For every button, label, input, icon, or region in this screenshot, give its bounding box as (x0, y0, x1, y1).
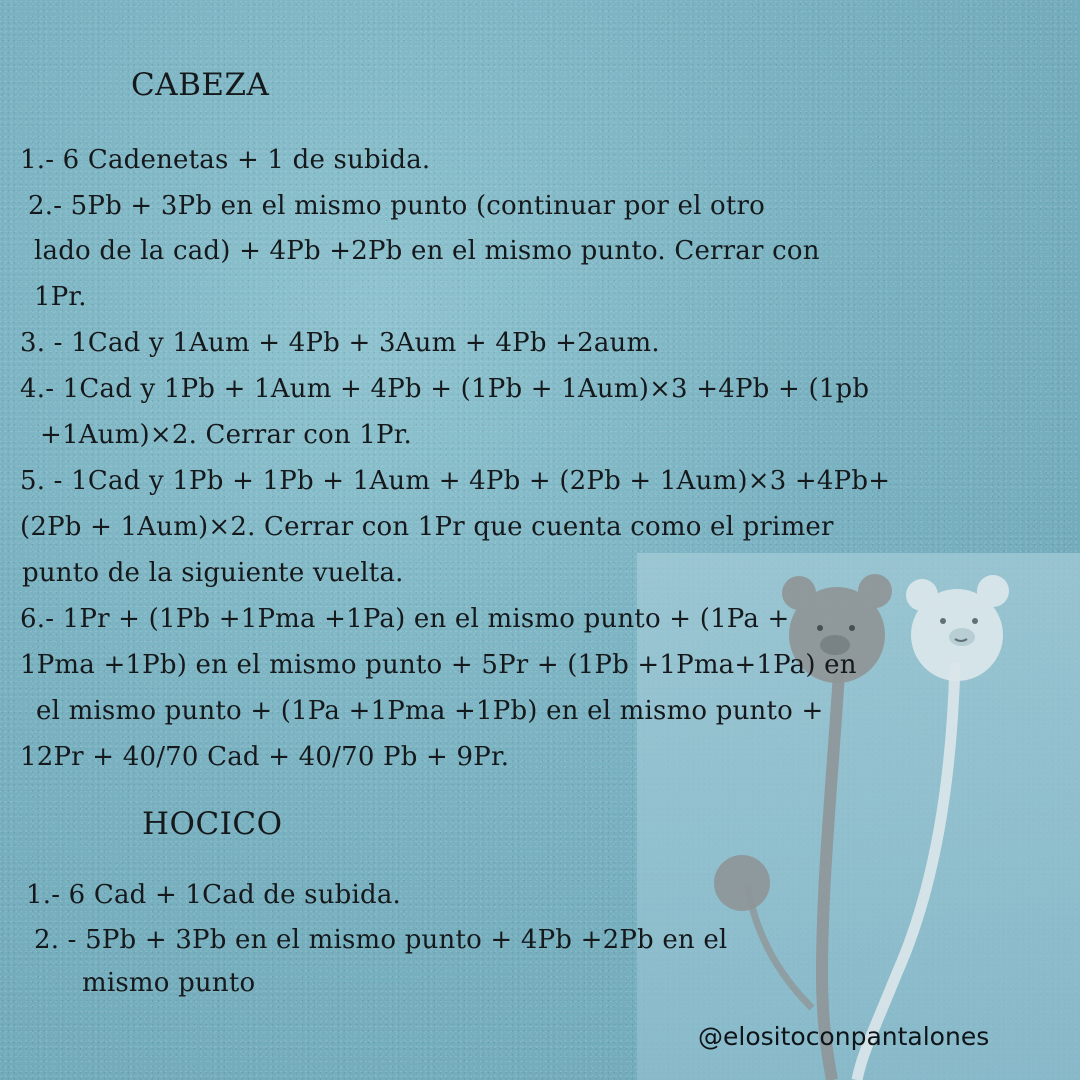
instruction-line: 1Pma +1Pb) en el mismo punto + 5Pr + (1Pb +1Pma+1Pa) en (20, 650, 857, 680)
instruction-line: 1Pr. (34, 282, 87, 312)
white-bear (906, 575, 1009, 681)
instruction-line: 1.- 6 Cadenetas + 1 de subida. (20, 145, 431, 175)
instruction-line: (2Pb + 1Aum)×2. Cerrar con 1Pr que cuenta como el primer (20, 512, 834, 542)
instruction-line: lado de la cad) + 4Pb +2Pb en el mismo punto. Cerrar con (34, 236, 820, 266)
social-handle: @elositoconpantalones (698, 1022, 990, 1051)
section-title-cabeza: CABEZA (131, 67, 270, 103)
pompom (714, 855, 770, 911)
instruction-line: 2. - 5Pb + 3Pb en el mismo punto + 4Pb +2Pb en el (34, 925, 728, 955)
instruction-line: 6.- 1Pr + (1Pb +1Pma +1Pa) en el mismo punto + (1Pa + (20, 604, 790, 634)
instruction-line: 12Pr + 40/70 Cad + 40/70 Pb + 9Pr. (20, 742, 510, 772)
instruction-line: 4.- 1Cad y 1Pb + 1Aum + 4Pb + (1Pb + 1Aum)×3 +4Pb + (1pb (20, 374, 870, 404)
instruction-line: el mismo punto + (1Pa +1Pma +1Pb) en el mismo punto + (36, 696, 824, 726)
instruction-line: 2.- 5Pb + 3Pb en el mismo punto (continuar por el otro (28, 191, 766, 221)
instruction-line: 1.- 6 Cad + 1Cad de subida. (26, 880, 402, 910)
section-title-hocico: HOCICO (142, 806, 283, 842)
instruction-line: punto de la siguiente vuelta. (22, 558, 404, 588)
instruction-line: 3. - 1Cad y 1Aum + 4Pb + 3Aum + 4Pb +2aum. (20, 328, 660, 358)
instruction-line: +1Aum)×2. Cerrar con 1Pr. (40, 420, 412, 450)
instruction-line: mismo punto (82, 968, 256, 998)
instruction-line: 5. - 1Cad y 1Pb + 1Pb + 1Aum + 4Pb + (2Pb + 1Aum)×3 +4Pb+ (20, 466, 891, 496)
